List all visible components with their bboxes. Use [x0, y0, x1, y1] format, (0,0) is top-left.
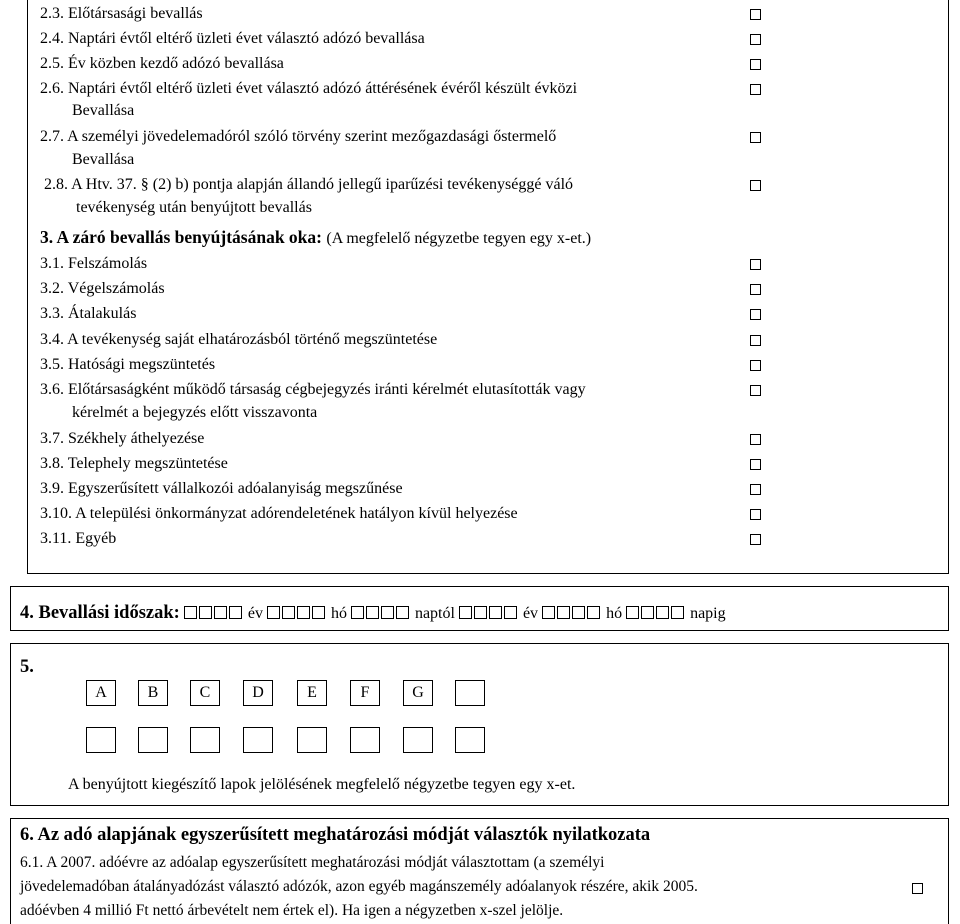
sheet-mark-box[interactable] — [243, 727, 273, 753]
item-3-1 — [40, 253, 147, 275]
checkbox-3-4[interactable] — [750, 335, 761, 346]
checkbox-6-1[interactable] — [912, 883, 923, 894]
section-3-heading — [40, 226, 591, 250]
section-3-title: 3. A záró bevallás benyújtásának oka: — [40, 227, 322, 247]
item-3-4 — [40, 329, 437, 351]
item-label: 3.5. Hatósági megszüntetés — [40, 356, 216, 373]
item-3-11 — [40, 528, 116, 550]
item-label: 3.10. A települési önkormányzat adórendeletének hatályon kívül helyezése — [40, 505, 518, 522]
item-label: 2.6. Naptári évtől eltérő üzleti évet választó adózó áttérésének évéről készült évközi — [40, 80, 578, 97]
checkbox-3-7[interactable] — [750, 434, 761, 445]
item-label: 3.8. Telephely megszüntetése — [40, 455, 228, 472]
checkbox-3-6[interactable] — [750, 385, 761, 396]
item-2-8-cont — [76, 197, 312, 219]
item-2-6 — [40, 78, 577, 100]
section-4-title: 4. Bevallási időszak: — [20, 603, 180, 623]
year-label: év — [247, 605, 263, 622]
item-label-cont: Bevallása — [72, 102, 135, 119]
section-6-title: 6. Az adó alapjának egyszerűsített meghatározási módját választók nyilatkozata — [20, 825, 651, 845]
item-label: 3.11. Egyéb — [40, 530, 117, 547]
item-label: 3.1. Felszámolás — [40, 255, 148, 272]
section-6-text-line-2: jövedelemadóban átalányadózást választó adózók, azon egyéb magánszemély adóalanyok részére, akik 2005. — [20, 878, 698, 895]
checkbox-3-11[interactable] — [750, 534, 761, 545]
item-2-8 — [44, 174, 573, 196]
item-3-8 — [40, 453, 228, 475]
sheet-mark-box[interactable] — [190, 727, 220, 753]
sheet-box-d[interactable]: D — [243, 680, 273, 706]
checkbox-3-5[interactable] — [750, 360, 761, 371]
month-from-field[interactable] — [267, 605, 327, 622]
day-to-label: napig — [690, 605, 726, 622]
item-label: 3.7. Székhely áthelyezése — [40, 430, 205, 447]
item-2-4 — [40, 28, 425, 50]
item-label-cont: tevékenység után benyújtott bevallás — [76, 199, 312, 216]
checkbox-2-3[interactable] — [750, 9, 761, 20]
month-to-label: hó — [606, 605, 623, 622]
sheet-mark-box[interactable] — [138, 727, 168, 753]
item-2-5 — [40, 53, 284, 75]
checkbox-2-5[interactable] — [750, 59, 761, 70]
checkbox-2-4[interactable] — [750, 34, 761, 45]
item-label-cont: Bevallása — [72, 151, 135, 168]
day-from-label: naptól — [414, 605, 455, 622]
item-3-2 — [40, 278, 165, 300]
item-label: 3.9. Egyszerűsített vállalkozói adóalanyiság megszűnése — [40, 480, 403, 497]
sheet-mark-box[interactable] — [297, 727, 327, 753]
month-to-field[interactable] — [542, 605, 602, 622]
checkbox-3-3[interactable] — [750, 309, 761, 320]
item-2-3 — [40, 3, 203, 25]
item-2-7 — [40, 126, 556, 148]
checkbox-3-8[interactable] — [750, 459, 761, 470]
item-3-7 — [40, 428, 204, 450]
checkbox-2-8[interactable] — [750, 180, 761, 191]
year-from-field[interactable] — [184, 605, 244, 622]
checkbox-3-2[interactable] — [750, 284, 761, 295]
item-3-9 — [40, 478, 403, 500]
item-label: 3.2. Végelszámolás — [40, 280, 165, 297]
sheet-box-c[interactable]: C — [190, 680, 220, 706]
checkbox-2-7[interactable] — [750, 132, 761, 143]
sheet-box-b[interactable]: B — [138, 680, 168, 706]
sheet-box-blank[interactable] — [455, 680, 485, 706]
sheet-mark-box[interactable] — [86, 727, 116, 753]
item-label-cont: kérelmét a bejegyzés előtt visszavonta — [72, 404, 318, 421]
item-2-7-cont — [72, 149, 134, 171]
item-label: 2.7. A személyi jövedelemadóról szóló törvény szerint mezőgazdasági őstermelő — [40, 128, 557, 145]
sheet-mark-box[interactable] — [403, 727, 433, 753]
item-3-5 — [40, 354, 215, 376]
item-3-10 — [40, 503, 518, 525]
sheet-mark-box[interactable] — [455, 727, 485, 753]
section-5-note: A benyújtott kiegészítő lapok jelölésének megfelelő négyzetbe tegyen egy x-et. — [68, 776, 576, 793]
section-6-text-line-1: 6.1. A 2007. adóévre az adóalap egyszerűsített meghatározási módját választottam (a személyi — [20, 854, 605, 871]
item-3-3 — [40, 303, 136, 325]
sheet-box-e[interactable]: E — [297, 680, 327, 706]
year-to-label: év — [522, 605, 539, 622]
checkbox-3-1[interactable] — [750, 259, 761, 270]
year-to-field[interactable] — [459, 605, 519, 622]
checkbox-3-9[interactable] — [750, 484, 761, 495]
item-label: 2.3. Előtársasági bevallás — [40, 5, 203, 22]
sheet-box-a[interactable]: A — [86, 680, 116, 706]
section-6-text-line-3: adóévben 4 millió Ft nettó árbevételt nem értek el). Ha igen a négyzetben x-szel jelölje. — [20, 902, 564, 919]
sheet-mark-box[interactable] — [350, 727, 380, 753]
section-4-line — [20, 602, 726, 625]
item-label: 2.4. Naptári évtől eltérő üzleti évet választó adózó bevallása — [40, 30, 425, 47]
item-3-6-cont — [72, 402, 317, 424]
item-label: 2.8. A Htv. 37. § (2) b) pontja alapján állandó jellegű iparűzési tevékenységgé váló — [44, 176, 574, 193]
sheet-box-f[interactable]: F — [350, 680, 380, 706]
item-label: 3.3. Átalakulás — [40, 305, 137, 322]
checkbox-2-6[interactable] — [750, 84, 761, 95]
item-2-6-cont — [72, 100, 134, 122]
item-label: 2.5. Év közben kezdő adózó bevallása — [40, 55, 284, 72]
item-label: 3.4. A tevékenység saját elhatározásból történő megszüntetése — [40, 331, 438, 348]
day-to-field[interactable] — [626, 605, 686, 622]
sheet-box-g[interactable]: G — [403, 680, 433, 706]
month-label: hó — [330, 605, 347, 622]
item-3-6 — [40, 379, 586, 401]
checkbox-3-10[interactable] — [750, 509, 761, 520]
section-3-subtitle: (A megfelelő négyzetbe tegyen egy x-et.) — [326, 230, 592, 247]
section-5-number: 5. — [20, 657, 34, 677]
item-label: 3.6. Előtársaságként működő társaság cégbejegyzés iránti kérelmét elutasították vagy — [40, 381, 586, 398]
day-from-field[interactable] — [351, 605, 411, 622]
